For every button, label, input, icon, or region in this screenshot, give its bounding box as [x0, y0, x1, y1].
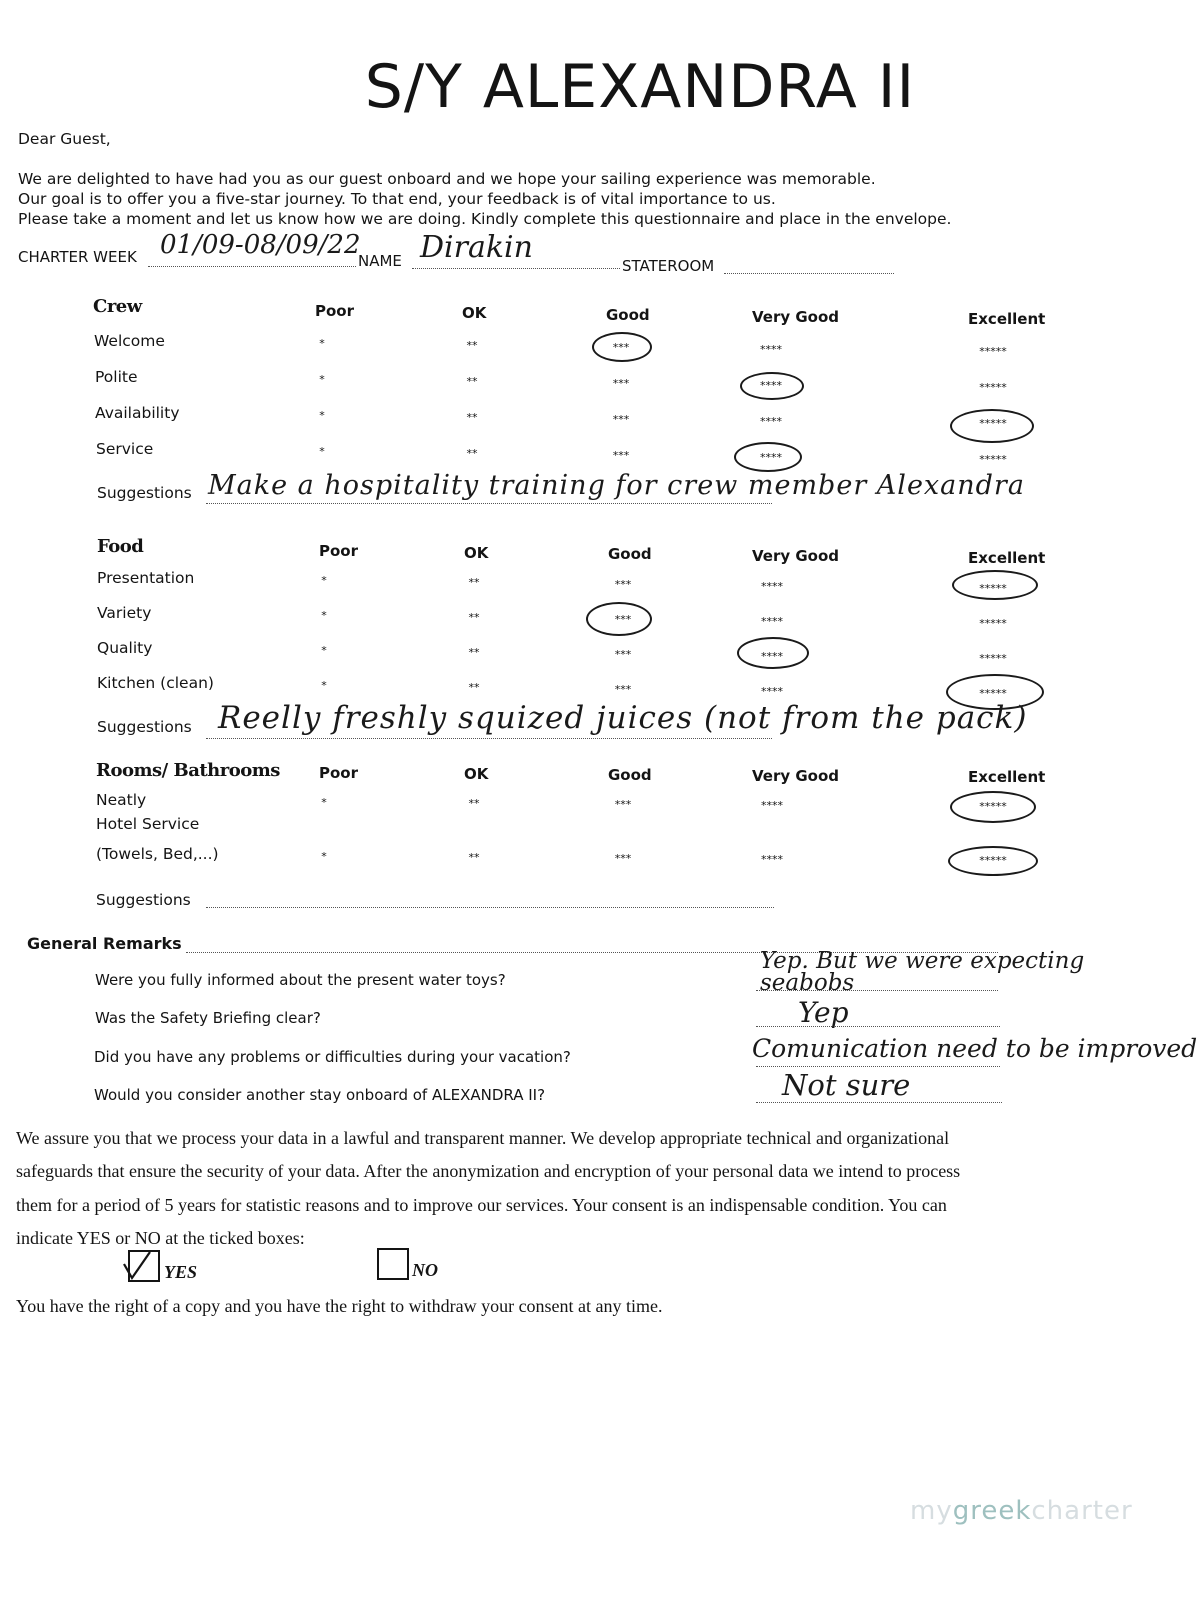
legal-line-1: We assure you that we process your data in a lawful and transparent manner. We develop appropriate technical and organizational [16, 1128, 950, 1148]
food-section-title: Food [97, 536, 144, 557]
stateroom-label: STATEROOM [622, 257, 715, 275]
food-presentation-ok[interactable]: ** [468, 576, 480, 589]
rooms-neatly-selected-circle [950, 791, 1036, 823]
crew-suggestions-field[interactable]: Make a hospitality training for crew member Alexandra [208, 470, 1025, 501]
crew-service-selected-circle [734, 442, 802, 472]
rooms-header-poor: Poor [319, 764, 359, 782]
charter-week-field[interactable]: 01/09-08/09/22 [160, 230, 361, 260]
charter-week-label: CHARTER WEEK [18, 248, 137, 266]
food-presentation-label: Presentation [97, 569, 195, 587]
crew-welcome-poor[interactable]: * [319, 337, 325, 350]
remark-q3: Did you have any problems or difficulties during your vacation? [94, 1048, 571, 1066]
greeting: Dear Guest, [18, 130, 111, 148]
crew-polite-good[interactable]: *** [612, 377, 630, 390]
food-quality-very-good[interactable]: **** [761, 650, 783, 663]
crew-service-good[interactable]: *** [612, 449, 630, 462]
legal-footer: You have the right of a copy and you have the right to withdraw your consent at any time. [16, 1296, 663, 1316]
rooms-hotel-service-ok[interactable]: ** [468, 851, 480, 864]
crew-header-excellent: Excellent [968, 310, 1046, 328]
crew-polite-label: Polite [95, 368, 138, 386]
crew-polite-selected-circle [740, 372, 804, 400]
watermark-logo: mygreekcharter [910, 1496, 1133, 1526]
rooms-hotel-service-excellent[interactable]: ***** [979, 854, 1007, 867]
crew-header-very-good: Very Good [752, 308, 840, 326]
crew-polite-excellent[interactable]: ***** [979, 381, 1007, 394]
food-header-good: Good [608, 545, 652, 563]
crew-service-label: Service [96, 440, 154, 458]
remark-a4-field[interactable]: Not sure [782, 1068, 911, 1102]
rooms-hotel-service-label: Hotel Service [96, 815, 200, 833]
crew-availability-selected-circle [950, 409, 1034, 443]
food-variety-excellent[interactable]: ***** [979, 617, 1007, 630]
food-quality-excellent[interactable]: ***** [979, 652, 1007, 665]
crew-service-very-good[interactable]: **** [760, 451, 782, 464]
rooms-header-very-good: Very Good [752, 767, 840, 785]
rooms-header-ok: OK [464, 765, 489, 783]
charter-week-line [148, 266, 356, 267]
crew-welcome-label: Welcome [94, 332, 165, 350]
rooms-header-excellent: Excellent [968, 768, 1046, 786]
food-variety-selected-circle [586, 602, 652, 636]
consent-no-checkbox[interactable] [377, 1248, 409, 1280]
food-presentation-selected-circle [952, 570, 1038, 600]
legal-line-3: them for a period of 5 years for statistic reasons and to improve our services. Your consent is an indispensable condition. You can [16, 1195, 947, 1215]
crew-header-ok: OK [462, 304, 487, 322]
remark-a1-field[interactable]: Yep. But we were expecting seabobs [760, 948, 1085, 996]
food-suggestions-field[interactable]: Reelly freshly squized juices (not from the pack) [218, 700, 1028, 736]
crew-availability-poor[interactable]: * [319, 409, 325, 422]
crew-welcome-excellent[interactable]: ***** [979, 345, 1007, 358]
crew-availability-very-good[interactable]: **** [760, 415, 782, 428]
intro-line-1: We are delighted to have had you as our guest onboard and we hope your sailing experience was memorable. [18, 170, 876, 188]
legal-line-4: indicate YES or NO at the ticked boxes: [16, 1228, 305, 1248]
intro-line-3: Please take a moment and let us know how we are doing. Kindly complete this questionnaire and place in the envelope. [18, 210, 952, 228]
consent-yes-label: YES [164, 1262, 198, 1282]
food-kitchen-good[interactable]: *** [614, 683, 632, 696]
crew-availability-label: Availability [95, 404, 180, 422]
food-variety-ok[interactable]: ** [468, 611, 480, 624]
food-kitchen-excellent[interactable]: ***** [979, 687, 1007, 700]
consent-no-label: NO [412, 1260, 438, 1280]
remark-a3-line [756, 1066, 1000, 1067]
name-line [412, 268, 620, 269]
name-field[interactable]: Dirakin [420, 230, 533, 265]
rooms-hotel-service-selected-circle [948, 846, 1038, 876]
food-variety-very-good[interactable]: **** [761, 615, 783, 628]
rooms-neatly-ok[interactable]: ** [468, 797, 480, 810]
food-header-poor: Poor [319, 542, 359, 560]
crew-polite-poor[interactable]: * [319, 373, 325, 386]
food-quality-selected-circle [737, 637, 809, 669]
food-variety-good[interactable]: *** [614, 613, 632, 626]
food-presentation-excellent[interactable]: ***** [979, 582, 1007, 595]
rooms-neatly-very-good[interactable]: **** [761, 799, 783, 812]
rooms-header-good: Good [608, 766, 652, 784]
food-header-excellent: Excellent [968, 549, 1046, 567]
food-kitchen-very-good[interactable]: **** [761, 685, 783, 698]
crew-header-good: Good [606, 306, 650, 324]
name-label: NAME [358, 252, 402, 270]
food-quality-good[interactable]: *** [614, 648, 632, 661]
remark-a4-line [756, 1102, 1002, 1103]
food-variety-label: Variety [97, 604, 152, 622]
crew-service-ok[interactable]: ** [466, 447, 478, 460]
crew-suggestions-line [206, 503, 772, 504]
food-quality-label: Quality [97, 639, 153, 657]
food-variety-poor[interactable]: * [321, 609, 327, 622]
rooms-section-title: Rooms/ Bathrooms [96, 760, 280, 781]
stateroom-field[interactable] [724, 273, 894, 274]
rooms-suggestions-field[interactable] [206, 907, 774, 908]
food-quality-ok[interactable]: ** [468, 646, 480, 659]
rooms-hotel-service-sublabel: (Towels, Bed,...) [96, 845, 219, 863]
remark-q1: Were you fully informed about the present water toys? [95, 971, 506, 989]
form-title: S/Y ALEXANDRA II [364, 52, 916, 122]
crew-welcome-ok[interactable]: ** [466, 339, 478, 352]
consent-yes-checkbox[interactable] [128, 1250, 160, 1282]
rooms-suggestions-label: Suggestions [96, 891, 191, 909]
food-header-very-good: Very Good [752, 547, 840, 565]
rooms-hotel-service-very-good[interactable]: **** [761, 853, 783, 866]
crew-availability-ok[interactable]: ** [466, 411, 478, 424]
rooms-hotel-service-poor[interactable]: * [321, 850, 327, 863]
remark-q2: Was the Safety Briefing clear? [95, 1009, 321, 1027]
food-presentation-good[interactable]: *** [614, 578, 632, 591]
food-header-ok: OK [464, 544, 489, 562]
food-kitchen-poor[interactable]: * [321, 679, 327, 692]
crew-suggestions-label: Suggestions [97, 484, 192, 502]
remark-a2-field[interactable]: Yep [798, 996, 849, 1029]
food-suggestions-line [206, 738, 772, 739]
food-suggestions-label: Suggestions [97, 718, 192, 736]
food-presentation-very-good[interactable]: **** [761, 580, 783, 593]
rooms-neatly-label: Neatly [96, 791, 147, 809]
crew-availability-good[interactable]: *** [612, 413, 630, 426]
food-quality-poor[interactable]: * [321, 644, 327, 657]
legal-line-2: safeguards that ensure the security of your data. After the anonymization and encryption of your personal data we intend to process [16, 1161, 961, 1181]
crew-section-title: Crew [93, 296, 142, 317]
crew-polite-ok[interactable]: ** [466, 375, 478, 388]
crew-polite-very-good[interactable]: **** [760, 379, 782, 392]
remark-q4: Would you consider another stay onboard of ALEXANDRA II? [94, 1086, 546, 1104]
crew-welcome-selected-circle [592, 332, 652, 362]
rooms-neatly-excellent[interactable]: ***** [979, 800, 1007, 813]
rooms-hotel-service-good[interactable]: *** [614, 852, 632, 865]
rooms-neatly-poor[interactable]: * [321, 796, 327, 809]
food-kitchen-ok[interactable]: ** [468, 681, 480, 694]
crew-welcome-very-good[interactable]: **** [760, 343, 782, 356]
food-kitchen-label: Kitchen (clean) [97, 674, 214, 692]
food-presentation-poor[interactable]: * [321, 574, 327, 587]
crew-header-poor: Poor [315, 302, 355, 320]
rooms-neatly-good[interactable]: *** [614, 798, 632, 811]
check-mark-icon [120, 1246, 160, 1286]
crew-welcome-good[interactable]: *** [612, 341, 630, 354]
crew-service-poor[interactable]: * [319, 445, 325, 458]
crew-service-excellent[interactable]: ***** [979, 453, 1007, 466]
intro-line-2: Our goal is to offer you a five-star journey. To that end, your feedback is of vital importance to us. [18, 190, 776, 208]
crew-availability-excellent[interactable]: ***** [979, 417, 1007, 430]
general-remarks-title: General Remarks [27, 934, 182, 953]
remark-a3-field[interactable]: Comunication need to be improved [752, 1034, 1198, 1063]
remark-a2-line [756, 1026, 1000, 1027]
